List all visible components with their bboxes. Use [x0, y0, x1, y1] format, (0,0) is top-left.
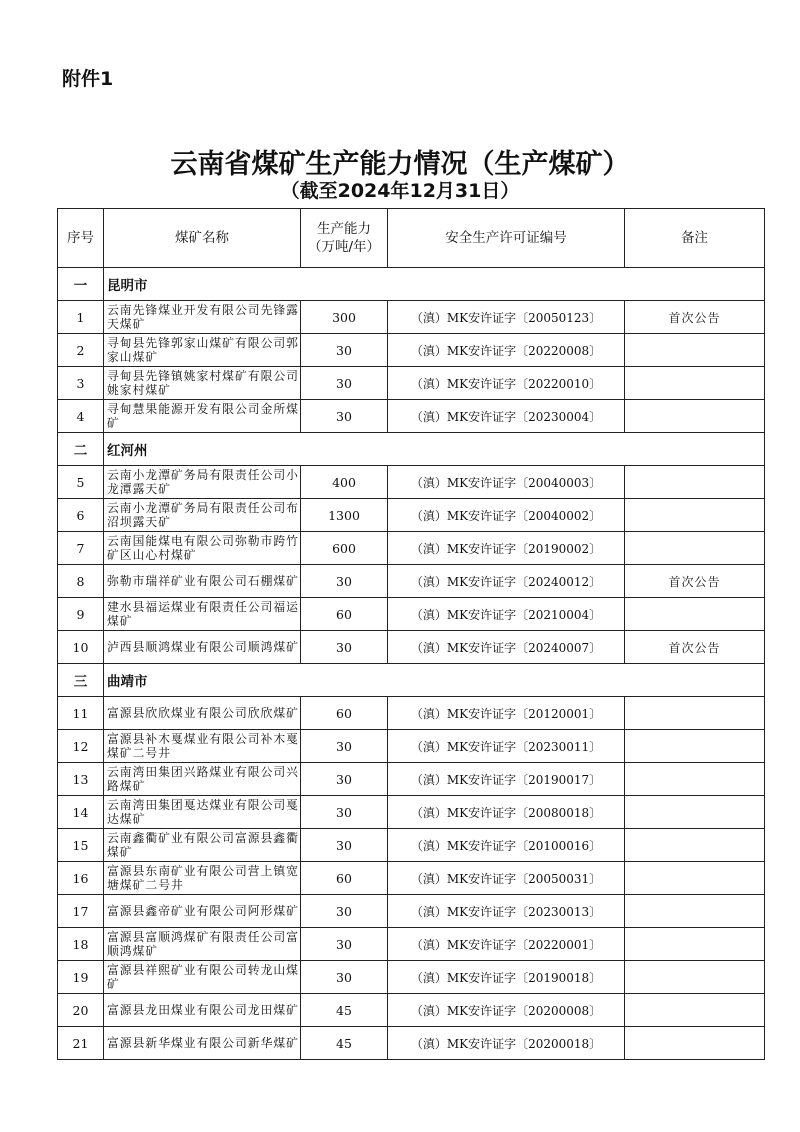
license-number: （滇）MK安许证字〔20050123〕 — [388, 301, 625, 334]
row-number: 6 — [58, 499, 104, 532]
license-number: （滇）MK安许证字〔20200018〕 — [388, 1027, 625, 1060]
page-subtitle: （截至2024年12月31日） — [280, 180, 520, 202]
mine-name: 建水县福运煤业有限责任公司福运煤矿 — [104, 598, 301, 631]
mine-name: 富源县富顺鸿煤矿有限责任公司富顺鸿煤矿 — [104, 928, 301, 961]
header-capacity-line2: （万吨/年） — [307, 239, 381, 255]
table-row — [58, 466, 765, 499]
region-row — [58, 433, 765, 466]
note-cell — [625, 532, 765, 565]
capacity-value: 300 — [301, 301, 388, 334]
row-number: 12 — [58, 730, 104, 763]
note-cell: 首次公告 — [625, 565, 765, 598]
header-name: 煤矿名称 — [104, 209, 301, 268]
row-number: 8 — [58, 565, 104, 598]
header-license: 安全生产许可证编号 — [388, 209, 625, 268]
mine-name: 寻甸慧果能源开发有限公司金所煤矿 — [104, 400, 301, 433]
license-number: （滇）MK安许证字〔20220010〕 — [388, 367, 625, 400]
table-row — [58, 730, 765, 763]
table-row — [58, 697, 765, 730]
header-capacity-line1: 生产能力 — [317, 221, 371, 237]
mine-name: 富源县东南矿业有限公司营上镇宽塘煤矿二号井 — [104, 862, 301, 895]
note-cell — [625, 961, 765, 994]
license-number: （滇）MK安许证字〔20190018〕 — [388, 961, 625, 994]
license-number: （滇）MK安许证字〔20040002〕 — [388, 499, 625, 532]
region-name: 曲靖市 — [104, 664, 765, 697]
mine-name: 寻甸县先锋郭家山煤矿有限公司郭家山煤矿 — [104, 334, 301, 367]
mine-name: 云南湾田集团戛达煤业有限公司戛达煤矿 — [104, 796, 301, 829]
note-cell — [625, 598, 765, 631]
note-cell — [625, 862, 765, 895]
license-number: （滇）MK安许证字〔20210004〕 — [388, 598, 625, 631]
capacity-value: 400 — [301, 466, 388, 499]
mine-name: 云南小龙潭矿务局有限责任公司小龙潭露天矿 — [104, 466, 301, 499]
capacity-value: 30 — [301, 631, 388, 664]
row-number: 21 — [58, 1027, 104, 1060]
region-name: 红河州 — [104, 433, 765, 466]
row-number: 3 — [58, 367, 104, 400]
table-row — [58, 895, 765, 928]
table-row — [58, 631, 765, 664]
table-row — [58, 961, 765, 994]
capacity-value: 30 — [301, 961, 388, 994]
license-number: （滇）MK安许证字〔20100016〕 — [388, 829, 625, 862]
header-note: 备注 — [625, 209, 765, 268]
note-cell — [625, 763, 765, 796]
capacity-value: 30 — [301, 895, 388, 928]
capacity-value: 30 — [301, 829, 388, 862]
license-number: （滇）MK安许证字〔20040003〕 — [388, 466, 625, 499]
mine-name: 富源县新华煤业有限公司新华煤矿 — [104, 1027, 301, 1060]
region-index: 一 — [58, 268, 104, 301]
table-row — [58, 796, 765, 829]
coal-mine-table — [57, 208, 765, 1060]
table-row — [58, 400, 765, 433]
row-number: 2 — [58, 334, 104, 367]
row-number: 17 — [58, 895, 104, 928]
table-row — [58, 862, 765, 895]
row-number: 18 — [58, 928, 104, 961]
capacity-value: 30 — [301, 334, 388, 367]
license-number: （滇）MK安许证字〔20190002〕 — [388, 532, 625, 565]
row-number: 19 — [58, 961, 104, 994]
region-index: 二 — [58, 433, 104, 466]
mine-name: 富源县鑫帝矿业有限公司阿形煤矿 — [104, 895, 301, 928]
mine-name: 云南鑫衢矿业有限公司富源县鑫衢煤矿 — [104, 829, 301, 862]
license-number: （滇）MK安许证字〔20120001〕 — [388, 697, 625, 730]
region-index: 三 — [58, 664, 104, 697]
note-cell — [625, 994, 765, 1027]
note-cell — [625, 400, 765, 433]
capacity-value: 45 — [301, 994, 388, 1027]
row-number: 13 — [58, 763, 104, 796]
table-row — [58, 532, 765, 565]
region-row — [58, 268, 765, 301]
capacity-value: 600 — [301, 532, 388, 565]
table-row — [58, 994, 765, 1027]
capacity-value: 30 — [301, 763, 388, 796]
row-number: 16 — [58, 862, 104, 895]
capacity-value: 30 — [301, 367, 388, 400]
license-number: （滇）MK安许证字〔20220008〕 — [388, 334, 625, 367]
attachment-label: 附件1 — [62, 68, 114, 90]
note-cell — [625, 1027, 765, 1060]
row-number: 9 — [58, 598, 104, 631]
table-row — [58, 499, 765, 532]
table-row — [58, 1027, 765, 1060]
table-row — [58, 928, 765, 961]
license-number: （滇）MK安许证字〔20200008〕 — [388, 994, 625, 1027]
table-row — [58, 367, 765, 400]
note-cell — [625, 334, 765, 367]
region-name: 昆明市 — [104, 268, 765, 301]
note-cell — [625, 499, 765, 532]
mine-name: 富源县祥熙矿业有限公司转龙山煤矿 — [104, 961, 301, 994]
capacity-value: 45 — [301, 1027, 388, 1060]
capacity-value: 1300 — [301, 499, 388, 532]
row-number: 20 — [58, 994, 104, 1027]
mine-name: 弥勒市瑞祥矿业有限公司石棚煤矿 — [104, 565, 301, 598]
license-number: （滇）MK安许证字〔20240007〕 — [388, 631, 625, 664]
region-row — [58, 664, 765, 697]
note-cell: 首次公告 — [625, 631, 765, 664]
mine-name: 云南国能煤电有限公司弥勒市跨竹矿区山心村煤矿 — [104, 532, 301, 565]
mine-name: 富源县补木戛煤业有限公司补木戛煤矿二号井 — [104, 730, 301, 763]
license-number: （滇）MK安许证字〔20080018〕 — [388, 796, 625, 829]
license-number: （滇）MK安许证字〔20240012〕 — [388, 565, 625, 598]
table-row — [58, 763, 765, 796]
note-cell — [625, 697, 765, 730]
table-row — [58, 829, 765, 862]
capacity-value: 30 — [301, 565, 388, 598]
capacity-value: 30 — [301, 928, 388, 961]
table-body — [58, 268, 765, 1060]
header-capacity — [301, 209, 388, 268]
license-number: （滇）MK安许证字〔20220001〕 — [388, 928, 625, 961]
note-cell — [625, 466, 765, 499]
row-number: 1 — [58, 301, 104, 334]
capacity-value: 30 — [301, 730, 388, 763]
mine-name: 富源县龙田煤业有限公司龙田煤矿 — [104, 994, 301, 1027]
capacity-value: 60 — [301, 697, 388, 730]
license-number: （滇）MK安许证字〔20050031〕 — [388, 862, 625, 895]
row-number: 15 — [58, 829, 104, 862]
table-row — [58, 598, 765, 631]
mine-name: 云南湾田集团兴路煤业有限公司兴路煤矿 — [104, 763, 301, 796]
row-number: 11 — [58, 697, 104, 730]
row-number: 14 — [58, 796, 104, 829]
license-number: （滇）MK安许证字〔20230011〕 — [388, 730, 625, 763]
mine-name: 富源县欣欣煤业有限公司欣欣煤矿 — [104, 697, 301, 730]
row-number: 4 — [58, 400, 104, 433]
license-number: （滇）MK安许证字〔20230013〕 — [388, 895, 625, 928]
table-header — [58, 209, 765, 268]
note-cell — [625, 895, 765, 928]
license-number: （滇）MK安许证字〔20230004〕 — [388, 400, 625, 433]
note-cell — [625, 796, 765, 829]
capacity-value: 60 — [301, 862, 388, 895]
note-cell — [625, 829, 765, 862]
table-row — [58, 565, 765, 598]
note-cell — [625, 928, 765, 961]
table-row — [58, 334, 765, 367]
capacity-value: 60 — [301, 598, 388, 631]
mine-name: 云南小龙潭矿务局有限责任公司布沼坝露天矿 — [104, 499, 301, 532]
note-cell — [625, 730, 765, 763]
note-cell: 首次公告 — [625, 301, 765, 334]
capacity-value: 30 — [301, 796, 388, 829]
row-number: 7 — [58, 532, 104, 565]
mine-name: 云南先锋煤业开发有限公司先锋露天煤矿 — [104, 301, 301, 334]
capacity-value: 30 — [301, 400, 388, 433]
header-seq: 序号 — [58, 209, 104, 268]
table-row — [58, 301, 765, 334]
mine-name: 泸西县顺鸿煤业有限公司顺鸿煤矿 — [104, 631, 301, 664]
license-number: （滇）MK安许证字〔20190017〕 — [388, 763, 625, 796]
row-number: 10 — [58, 631, 104, 664]
page-title: 云南省煤矿生产能力情况（生产煤矿） — [170, 149, 630, 180]
mine-name: 寻甸县先锋镇姚家村煤矿有限公司姚家村煤矿 — [104, 367, 301, 400]
note-cell — [625, 367, 765, 400]
row-number: 5 — [58, 466, 104, 499]
